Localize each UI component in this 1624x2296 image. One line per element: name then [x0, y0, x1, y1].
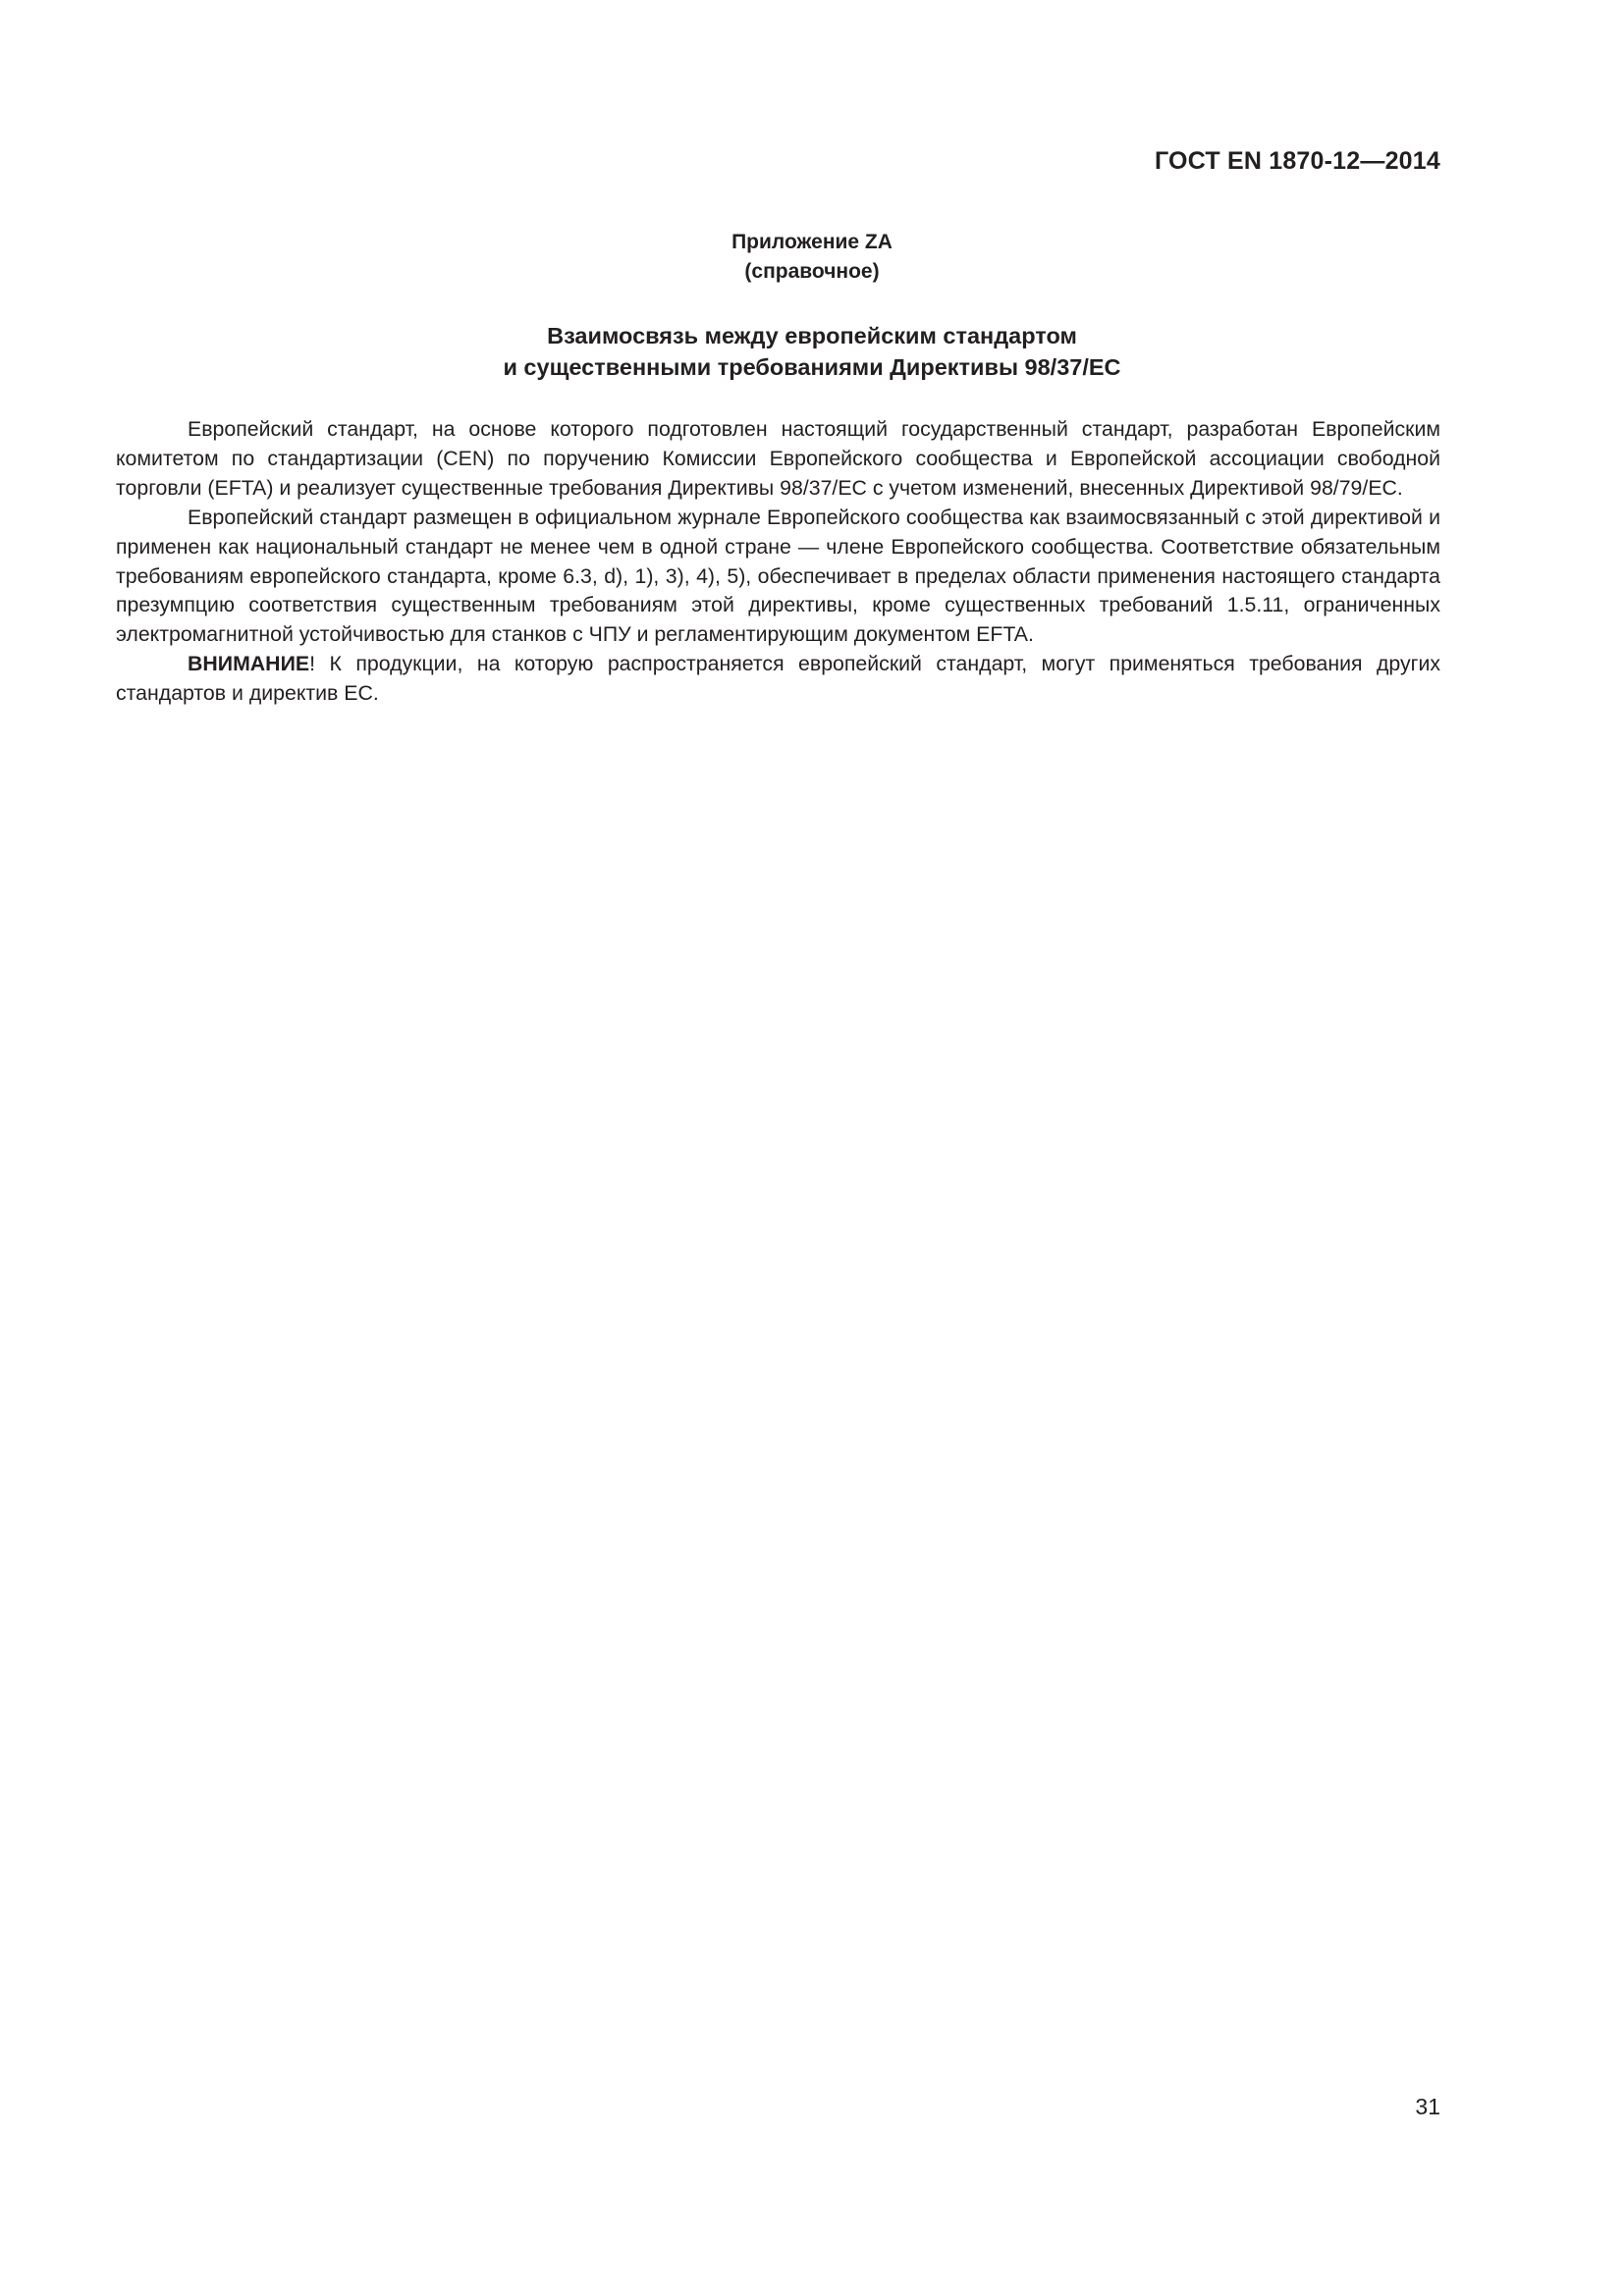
- body-paragraph-2: Европейский стандарт размещен в официальном журнале Европейского сообщества как взаимосвязанный с этой директивой и применен как национальный стандарт не менее чем в одной стране — члене Европейского сообщества. Соответствие обязательным требованиям европейского стандарта, кроме 6.3, d), 1), 3), 4), 5), обеспечивает в пределах области применения настоящего стандарта презумпцию соответствия существенным требованиям этой директивы, кроме существенных требований 1.5.11, ограниченных электромагнитной устойчивостью для станков с ЧПУ и регламентирующим документом EFTA.: [116, 505, 1440, 647]
- annex-title-line-2: и существенными требованиями Директивы 98/37/ЕС: [503, 354, 1121, 380]
- page-number: 31: [1415, 2094, 1440, 2119]
- annex-title: [0, 320, 1624, 383]
- annex-title-line-1: Взаимосвязь между европейским стандартом: [547, 323, 1077, 348]
- annex-type: (справочное): [744, 260, 880, 283]
- annex-label: Приложение ZA: [731, 231, 893, 253]
- warning-paragraph: [116, 650, 1440, 709]
- warning-label: ВНИМАНИЕ: [188, 652, 310, 676]
- warning-text: ! К продукции, на которую распространяется европейский стандарт, могут применяться требования других стандартов и директив ЕС.: [116, 652, 1440, 706]
- document-standard-id: ГОСТ EN 1870-12—2014: [1155, 147, 1440, 175]
- annex-body: [116, 415, 1440, 709]
- body-paragraph-1: Европейский стандарт, на основе которого подготовлен настоящий государственный стандарт, разработан Европейским комитетом по стандартизации (CEN) по поручению Комиссии Европейского сообщества и Европейской ассоциации свободной торговли (EFTA) и реализует существенные требования Директивы 98/37/ЕС с учетом изменений, внесенных Директивой 98/79/ЕС.: [116, 417, 1440, 500]
- annex-heading: [0, 228, 1624, 287]
